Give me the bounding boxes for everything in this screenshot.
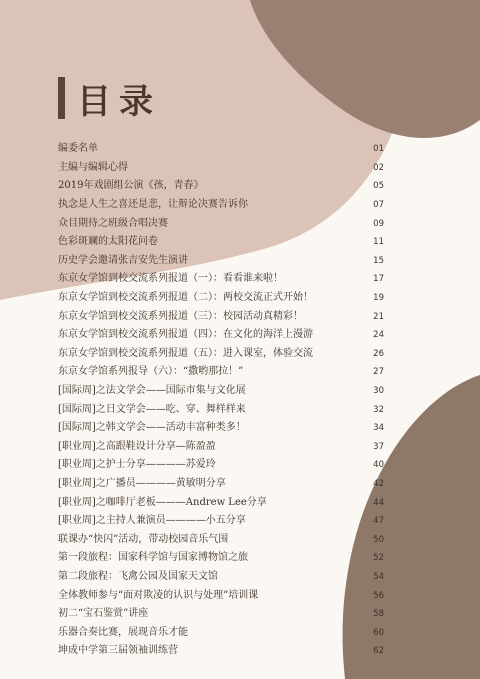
toc-entry-title: 执念是人生之喜还是悲，让辩论决赛告诉你 bbox=[58, 199, 248, 211]
toc-entry-title: 乐器合奏比赛，展现音乐才能 bbox=[58, 626, 188, 638]
toc-entry-page-number: 11 bbox=[373, 237, 384, 248]
toc-entry-title: [国际周]之日文学会——吃、穿、舞样样来 bbox=[58, 403, 246, 415]
toc-entry-title: 东京女学馆系列报导（六）：“撒哟那拉！” bbox=[58, 366, 244, 378]
toc-entry[interactable] bbox=[58, 586, 384, 605]
toc-entry-page-number: 56 bbox=[373, 590, 384, 601]
toc-entry-title: [国际周]之韩文学会——活动丰富种类多！ bbox=[58, 422, 246, 434]
toc-entry[interactable] bbox=[58, 363, 384, 382]
toc-entry-title: 第一段旅程：国家科学馆与国家博物馆之旅 bbox=[58, 552, 248, 564]
toc-entry-title: 东京女学馆到校交流系列报道（五）：进入课室，体验交流 bbox=[58, 347, 313, 359]
title-accent-bar bbox=[58, 77, 65, 119]
toc-entry-page-number: 40 bbox=[373, 460, 384, 471]
toc-entry[interactable] bbox=[58, 270, 384, 289]
toc-entry-title: 初二“宝石鉴赏”讲座 bbox=[58, 608, 149, 620]
title-block bbox=[58, 76, 161, 120]
toc-entry[interactable] bbox=[58, 159, 384, 178]
toc-entry[interactable] bbox=[58, 530, 384, 549]
toc-entry[interactable] bbox=[58, 252, 384, 271]
toc-entry[interactable] bbox=[58, 307, 384, 326]
toc-entry[interactable] bbox=[58, 233, 384, 252]
toc-entry[interactable] bbox=[58, 177, 384, 196]
toc-entry-page-number: 47 bbox=[373, 515, 384, 526]
toc-entry-title: 编委名单 bbox=[58, 143, 98, 155]
toc-entry-title: 东京女学馆到校交流系列报道（四）：在文化的海洋上漫游 bbox=[58, 329, 313, 341]
toc-entry-page-number: 17 bbox=[373, 274, 384, 285]
toc-entry-title: 第二段旅程：飞禽公园及国家天文馆 bbox=[58, 570, 218, 582]
toc-entry-title: [职业周]之广播员————黄敏明分享 bbox=[58, 477, 226, 489]
toc-entry-page-number: 32 bbox=[373, 404, 384, 415]
toc-entry-title: 2019年戏剧组公演《孩，青春》 bbox=[58, 180, 204, 192]
toc-entry-page-number: 27 bbox=[373, 367, 384, 378]
toc-entry-page-number: 19 bbox=[373, 292, 384, 303]
toc-entry-page-number: 26 bbox=[373, 348, 384, 359]
toc-entry-page-number: 07 bbox=[373, 199, 384, 210]
toc-entry-page-number: 21 bbox=[373, 311, 384, 322]
toc-entry-page-number: 34 bbox=[373, 422, 384, 433]
toc-entry[interactable] bbox=[58, 326, 384, 345]
toc-entry[interactable] bbox=[58, 214, 384, 233]
toc-entry[interactable] bbox=[58, 382, 384, 401]
toc-entry[interactable] bbox=[58, 196, 384, 215]
toc-entry[interactable] bbox=[58, 456, 384, 475]
toc-entry-title: [国际周]之法文学会——国际市集与文化展 bbox=[58, 385, 246, 397]
page-title: 目录 bbox=[77, 81, 161, 122]
toc-entry[interactable] bbox=[58, 289, 384, 308]
toc-entry-title: 东京女学馆到校交流系列报道（一）：看看谁来啦！ bbox=[58, 273, 283, 285]
toc-entry-page-number: 44 bbox=[373, 497, 384, 508]
toc-entry-title: 联课办“快闪”活动，带动校园音乐气围 bbox=[58, 533, 229, 545]
toc-entry-title: [职业周]之主持人兼演员————小五分享 bbox=[58, 515, 246, 527]
toc-entry-title: 历史学会邀请张吉安先生演讲 bbox=[58, 254, 188, 266]
toc-entry-page-number: 50 bbox=[373, 534, 384, 545]
toc-entry-page-number: 54 bbox=[373, 571, 384, 582]
toc-entry-title: [职业周]之咖啡厅老板———Andrew Lee分享 bbox=[58, 496, 267, 508]
toc-entry-page-number: 01 bbox=[373, 144, 384, 155]
toc-entry-page-number: 15 bbox=[373, 255, 384, 266]
toc-entry-title: 主编与编辑心得 bbox=[58, 161, 128, 173]
toc-entry-page-number: 58 bbox=[373, 608, 384, 619]
toc-entry-title: [职业周]之护士分享————苏爱玲 bbox=[58, 459, 216, 471]
toc-entry[interactable] bbox=[58, 140, 384, 159]
toc-entry-title: 色彩斑斓的太阳花问卷 bbox=[58, 236, 158, 248]
toc-entry-title: 东京女学馆到校交流系列报道（三）：校园活动真精彩！ bbox=[58, 310, 303, 322]
toc-entry-page-number: 05 bbox=[373, 181, 384, 192]
toc-entry[interactable] bbox=[58, 549, 384, 568]
toc-entry[interactable] bbox=[58, 419, 384, 438]
toc-entry-page-number: 60 bbox=[373, 627, 384, 638]
toc-entry[interactable] bbox=[58, 438, 384, 457]
toc-entry-title: 全体教师参与“面对欺凌的认识与处理”培训课 bbox=[58, 589, 259, 601]
toc-entry-title: 东京女学馆到校交流系列报道（二）：两校交流正式开始！ bbox=[58, 292, 313, 304]
toc-entry[interactable] bbox=[58, 642, 384, 661]
toc-entry[interactable] bbox=[58, 568, 384, 587]
toc-entry-page-number: 09 bbox=[373, 218, 384, 229]
toc-entry-title: 坤成中学第三届领袖训练营 bbox=[58, 645, 178, 657]
toc-entry-title: [职业周]之高跟鞋设计分享—陈盈盈 bbox=[58, 440, 216, 452]
toc-entry[interactable] bbox=[58, 475, 384, 494]
toc-entry[interactable] bbox=[58, 605, 384, 624]
toc-entry-page-number: 37 bbox=[373, 441, 384, 452]
toc-entry-page-number: 52 bbox=[373, 553, 384, 564]
toc-entry[interactable] bbox=[58, 400, 384, 419]
toc-entry-page-number: 42 bbox=[373, 478, 384, 489]
toc-entry[interactable] bbox=[58, 512, 384, 531]
toc-entry-page-number: 24 bbox=[373, 329, 384, 340]
toc-entry[interactable] bbox=[58, 623, 384, 642]
toc-entry-title: 众目期待之班级合唱决赛 bbox=[58, 217, 168, 229]
toc-entry-page-number: 62 bbox=[373, 646, 384, 657]
toc-entry[interactable] bbox=[58, 345, 384, 364]
toc-entry[interactable] bbox=[58, 493, 384, 512]
table-of-contents bbox=[58, 140, 384, 661]
toc-entry-page-number: 02 bbox=[373, 162, 384, 173]
toc-entry-page-number: 30 bbox=[373, 385, 384, 396]
